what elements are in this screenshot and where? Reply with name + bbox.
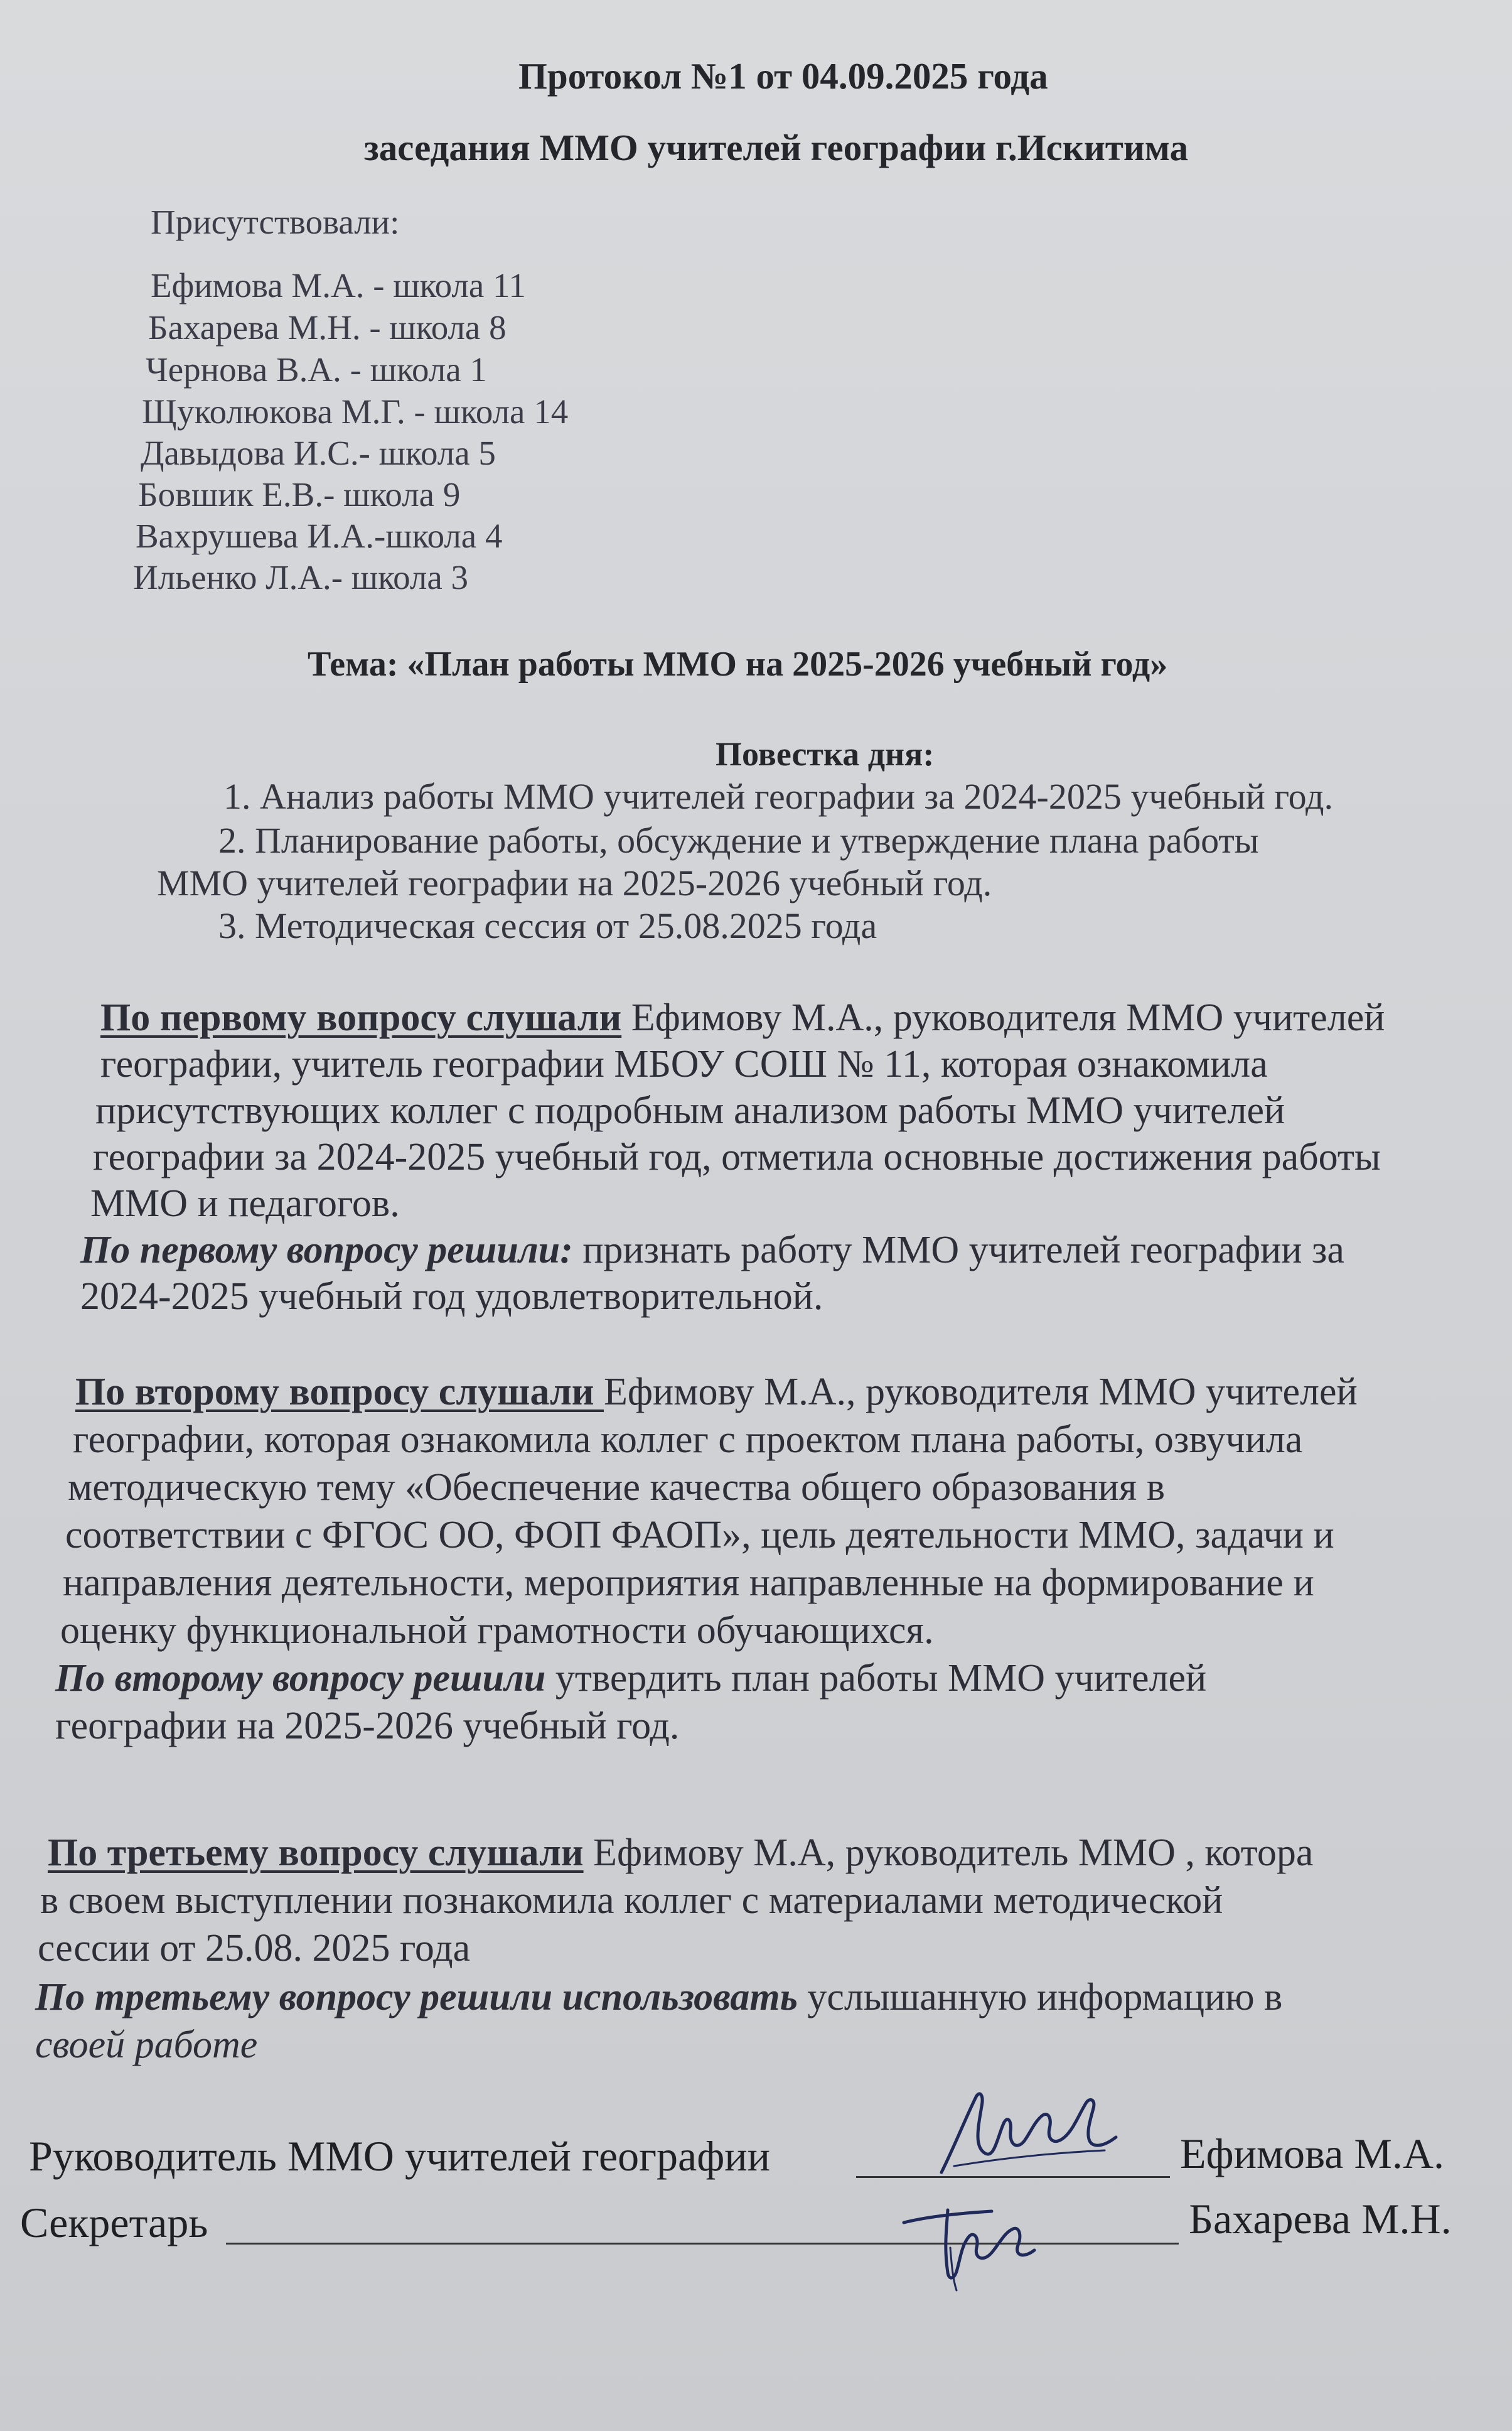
meeting-topic: Тема: «План работы ММО на 2025-2026 учебный год» (308, 645, 1168, 684)
agenda-item: 3. Методическая сессия от 25.08.2025 года (218, 905, 877, 946)
agenda-item: 1. Анализ работы ММО учителей географии за 2024-2025 учебный год. (223, 776, 1334, 817)
q1-heard: По первому вопросу слушали Ефимову М.А., руководителя ММО учителей (100, 996, 1385, 1039)
q2-heard-line: соответствии с ФГОС ОО, ФОП ФАОП», цель деятельности ММО, задачи и (65, 1514, 1334, 1556)
secretary-name: Бахарева М.Н. (1189, 2195, 1452, 2243)
q1-decided: По первому вопросу решили: признать работу ММО учителей географии за (80, 1229, 1344, 1271)
q3-decided-line: своей работе (35, 2024, 258, 2066)
agenda-heading: Повестка дня: (716, 735, 935, 773)
attendee: Ефимова М.А. - школа 11 (151, 266, 526, 305)
q2-heard-line: направления деятельности, мероприятия направленные на формирование и (63, 1561, 1314, 1604)
q3-heard: По третьему вопросу слушали Ефимову М.А, руководитель ММО , котора (48, 1831, 1314, 1874)
attendee: Вахрушева И.А.-школа 4 (136, 517, 503, 555)
q3-decided: По третьему вопросу решили использовать услышанную информацию в (35, 1976, 1283, 2019)
q1-heard-label: По первому вопросу слушали (100, 996, 622, 1039)
q2-heard-line: методическую тему «Обеспечение качества общего образования в (68, 1466, 1166, 1509)
protocol-subtitle: заседания ММО учителей географии г.Искитима (364, 127, 1189, 168)
attendee: Щуколюкова М.Г. - школа 14 (142, 392, 569, 431)
attendee: Давыдова И.С.- школа 5 (141, 434, 496, 472)
q2-decided: По второму вопросу решили утвердить план работы ММО учителей (55, 1657, 1207, 1700)
protocol-title: Протокол №1 от 04.09.2025 года (518, 55, 1048, 97)
secretary-signature-image (891, 2185, 1054, 2292)
q2-heard-label: По второму вопросу слушали (75, 1371, 604, 1413)
secretary-role: Секретарь (20, 2199, 208, 2246)
q2-decided-line: географии на 2025-2026 учебный год. (55, 1705, 680, 1747)
head-signature-image (916, 2072, 1142, 2191)
attendee: Бовшик Е.В.- школа 9 (138, 475, 461, 514)
q2-heard-line: географии, которая ознакомила коллег с проектом плана работы, озвучила (73, 1418, 1303, 1461)
q1-heard-line: географии за 2024-2025 учебный год, отметила основные достижения работы (93, 1136, 1381, 1178)
head-role: Руководитель ММО учителей географии (29, 2132, 771, 2180)
q3-heard-line: в своем выступлении познакомила коллег с материалами методической (40, 1879, 1223, 1922)
q1-decided-line: 2024-2025 учебный год удовлетворительной. (80, 1275, 823, 1318)
q1-decided-label: По первому вопросу решили: (80, 1229, 573, 1271)
attendance-label: Присутствовали: (151, 203, 400, 241)
q2-decided-label: По второму вопросу решили (55, 1657, 546, 1700)
attendee: Бахарева М.Н. - школа 8 (148, 308, 507, 347)
q1-heard-line: географии, учитель географии МБОУ СОШ № 11, которая ознакомила (100, 1043, 1268, 1086)
agenda-item: 2. Планирование работы, обсуждение и утверждение плана работы (218, 820, 1259, 861)
q1-heard-line: присутствующих коллег с подробным анализом работы ММО учителей (95, 1089, 1285, 1132)
q3-decided-label: По третьему вопросу решили использовать (35, 1976, 798, 2019)
attendee: Чернова В.А. - школа 1 (146, 350, 487, 389)
head-name: Ефимова М.А. (1180, 2130, 1444, 2177)
q2-heard-line: оценку функциональной грамотности обучающихся. (60, 1609, 934, 1652)
q3-heard-line: сессии от 25.08. 2025 года (38, 1927, 471, 1970)
attendee: Ильенко Л.А.- школа 3 (133, 558, 469, 596)
q1-heard-line: ММО и педагогов. (90, 1182, 400, 1225)
q3-heard-label: По третьему вопросу слушали (48, 1831, 584, 1874)
agenda-item: ММО учителей географии на 2025-2026 учебный год. (157, 863, 992, 903)
q2-heard: По второму вопросу слушали Ефимову М.А., руководителя ММО учителей (75, 1371, 1358, 1413)
